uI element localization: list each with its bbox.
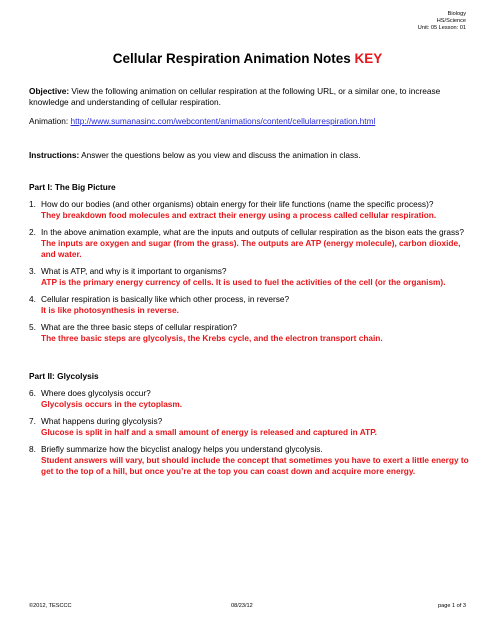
title-key: KEY <box>354 51 383 66</box>
document-body <box>29 86 474 477</box>
part2-heading: Part II: Glycolysis <box>29 371 99 381</box>
question-number: 2. <box>29 227 36 237</box>
page-title <box>0 51 495 66</box>
animation-paragraph <box>29 116 474 127</box>
question-text: What are the three basic steps of cellular respiration? <box>41 322 237 332</box>
question-text: How do our bodies (and other organisms) obtain energy for their life functions (name the specific process)? <box>41 199 434 209</box>
header-course: HS/Science <box>436 18 466 25</box>
answer-text: They breakdown food molecules and extract their energy using a process called cellular respiration. <box>41 210 437 220</box>
footer-copyright: ©2012, TESCCC <box>29 603 72 609</box>
animation-label: Animation: <box>29 116 71 126</box>
question-text: Cellular respiration is basically like which other process, in reverse? <box>41 294 290 304</box>
footer-date: 08/23/12 <box>231 603 253 609</box>
question-number: 7. <box>29 416 36 426</box>
page-footer <box>29 603 466 611</box>
question-item <box>29 294 474 316</box>
answer-text: Glycolysis occurs in the cytoplasm. <box>41 399 183 409</box>
question-item <box>29 322 474 344</box>
question-number: 3. <box>29 266 36 276</box>
question-text: Briefly summarize how the bicyclist analogy helps you understand glycolysis. <box>41 444 323 454</box>
part1-heading: Part I: The Big Picture <box>29 182 116 192</box>
question-number: 6. <box>29 388 36 398</box>
answer-text: Glucose is split in half and a small amount of energy is released and captured in ATP. <box>41 427 377 437</box>
question-item <box>29 227 474 260</box>
question-item <box>29 416 474 438</box>
question-text: Where does glycolysis occur? <box>41 388 151 398</box>
animation-link[interactable]: http://www.sumanasinc.com/webcontent/animations/content/cellularrespiration.html <box>70 116 376 126</box>
question-text: What happens during glycolysis? <box>41 416 163 426</box>
question-item <box>29 266 474 288</box>
question-item <box>29 199 474 221</box>
objective-label: Objective: <box>29 86 70 96</box>
answer-text: It is like photosynthesis in reverse. <box>41 305 179 315</box>
title-main: Cellular Respiration Animation Notes <box>112 51 351 66</box>
footer-page-number: page 1 of 3 <box>438 603 466 609</box>
header-unit-lesson: Unit: 05 Lesson: 01 <box>417 25 466 32</box>
instructions-text: Answer the questions below as you view and discuss the animation in class. <box>79 150 361 160</box>
question-number: 5. <box>29 322 36 332</box>
answer-text: ATP is the primary energy currency of cells. It is used to fuel the activities of the cell (or the organism). <box>41 277 446 287</box>
question-number: 1. <box>29 199 36 209</box>
instructions-label: Instructions: <box>29 150 80 160</box>
objective-text: View the following animation on cellular respiration at the following URL, or a similar one, to increase knowledge and understanding of cellular respiration. <box>29 86 441 107</box>
question-item <box>29 444 474 477</box>
answer-text: Student answers will vary, but should include the concept that sometimes you have to exert a little energy to get to the top of a hill, but once you’re at the top you can coast down and acquire more energy. <box>41 455 469 476</box>
instructions-paragraph <box>29 150 474 161</box>
header-meta <box>418 11 466 33</box>
question-number: 4. <box>29 294 36 304</box>
answer-text: The three basic steps are glycolysis, the Krebs cycle, and the electron transport chain. <box>41 333 383 343</box>
question-number: 8. <box>29 444 36 454</box>
question-text: In the above animation example, what are the inputs and outputs of cellular respiration as the bison eats the grass? <box>41 227 464 237</box>
answer-text: The inputs are oxygen and sugar (from the grass). The outputs are ATP (energy molecule), carbon dioxide, and water. <box>41 238 461 259</box>
question-item <box>29 388 474 410</box>
objective-paragraph <box>29 86 474 108</box>
header-subject: Biology <box>447 11 466 17</box>
question-text: What is ATP, and why is it important to organisms? <box>41 266 227 276</box>
